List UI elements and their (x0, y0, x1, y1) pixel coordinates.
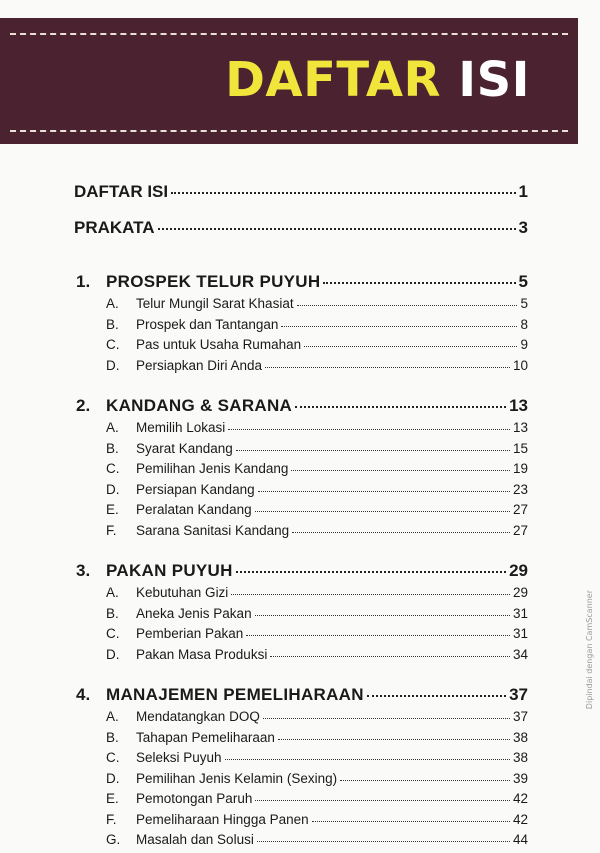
subentry-title: Masalah dan Solusi (136, 832, 254, 847)
subentry-letter: B. (106, 440, 119, 456)
chapter-number: 4. (76, 685, 91, 704)
subentry-letter: D. (106, 646, 120, 662)
dot-leader (246, 635, 510, 636)
subentry-title: Pakan Masa Produksi (136, 646, 268, 662)
dot-leader (297, 305, 518, 306)
subentry-title: Aneka Jenis Pakan (136, 605, 252, 621)
toc-entry-daftar-isi (74, 182, 528, 218)
subentry-title: Memilih Lokasi (136, 420, 226, 435)
chapter-title: KANDANG & SARANA (106, 396, 293, 415)
chapter-number: 1. (76, 272, 91, 291)
toc-subentry (74, 647, 528, 668)
dot-leader (291, 470, 510, 471)
dot-leader (258, 491, 510, 492)
chapter-section (74, 685, 528, 853)
subentry-title: Telur Mungil Sarat Khasiat (136, 296, 294, 311)
dot-leader (281, 326, 517, 327)
subentry-title: Pemilihan Jenis Kelamin (Sexing) (136, 770, 338, 786)
chapter-page: 13 (509, 396, 528, 415)
subentry-title: Peralatan Kandang (136, 502, 252, 517)
chapter-title: PROSPEK TELUR PUYUH (106, 272, 321, 291)
toc-subentry (74, 832, 528, 853)
toc-subentry (74, 771, 528, 792)
page-title (225, 52, 530, 108)
chapter-heading (74, 396, 528, 420)
subentry-letter: B. (106, 605, 119, 621)
toc-subentry (74, 441, 528, 462)
toc-subentry (74, 709, 528, 730)
subentry-page: 34 (512, 646, 528, 662)
dot-leader (323, 282, 515, 284)
subentry-letter: D. (106, 357, 120, 373)
subentry-page: 42 (512, 811, 528, 827)
dot-leader (257, 841, 510, 842)
subentry-page: 19 (512, 461, 528, 476)
subentry-letter: C. (106, 461, 120, 476)
dot-leader (255, 615, 510, 616)
subentry-title: Tahapan Pemeliharaan (136, 729, 275, 745)
subentry-page: 38 (512, 750, 528, 765)
toc-subentry (74, 482, 528, 503)
toc-subentry (74, 337, 528, 358)
dot-leader (304, 346, 517, 347)
subentry-letter: A. (106, 420, 119, 435)
subentry-letter: E. (106, 502, 119, 517)
subentry-page: 38 (512, 729, 528, 745)
chapter-list (74, 272, 528, 853)
subentry-letter: D. (106, 481, 120, 497)
subentry-page: 8 (520, 316, 528, 332)
subentry-page: 5 (520, 296, 528, 311)
subentry-letter: F. (106, 811, 117, 827)
toc-subentry (74, 358, 528, 379)
subentry-title: Sarana Sanitasi Kandang (136, 522, 290, 538)
subentry-page: 31 (512, 626, 528, 641)
dot-leader (263, 718, 510, 719)
toc-entry-prakata (74, 218, 528, 254)
subentry-letter: G. (106, 832, 121, 847)
subentry-letter: B. (106, 729, 119, 745)
chapter-section (74, 561, 528, 667)
toc-subentry (74, 296, 528, 317)
chapter-number: 3. (76, 561, 91, 580)
subentry-title: Syarat Kandang (136, 440, 233, 456)
subentry-letter: C. (106, 750, 120, 765)
toc-subentry (74, 606, 528, 627)
toc-entry-page: 1 (518, 182, 528, 201)
subentry-title: Mendatangkan DOQ (136, 709, 260, 724)
toc-subentry (74, 420, 528, 441)
subentry-letter: A. (106, 709, 119, 724)
chapter-section (74, 272, 528, 378)
dot-leader (255, 511, 510, 512)
toc-subentry (74, 730, 528, 751)
toc-subentry (74, 812, 528, 833)
subentry-page: 10 (512, 357, 528, 373)
banner-stitch-top (10, 33, 568, 35)
dot-leader (265, 367, 510, 368)
subentry-page: 9 (520, 337, 528, 352)
chapter-page: 37 (509, 685, 528, 704)
subentry-title: Seleksi Puyuh (136, 750, 222, 765)
dot-leader (236, 571, 506, 573)
subentry-title: Persiapan Kandang (136, 481, 255, 497)
page-title-word-2: ISI (458, 52, 530, 108)
chapter-title: MANAJEMEN PEMELIHARAAN (106, 685, 364, 704)
table-of-contents (74, 182, 528, 853)
toc-subentry (74, 585, 528, 606)
dot-leader (225, 759, 510, 760)
subentry-letter: D. (106, 770, 120, 786)
subentry-page: 29 (512, 585, 528, 600)
toc-subentry (74, 750, 528, 771)
subentry-page: 27 (512, 502, 528, 517)
toc-subentry (74, 791, 528, 812)
dot-leader (158, 228, 516, 230)
subentry-letter: E. (106, 791, 119, 806)
subentry-title: Persiapkan Diri Anda (136, 357, 263, 373)
subentry-page: 15 (512, 440, 528, 456)
subentry-letter: C. (106, 337, 120, 352)
subentry-title: Pemberian Pakan (136, 626, 244, 641)
chapter-page: 29 (509, 561, 528, 580)
dot-leader (231, 594, 510, 595)
subentry-letter: C. (106, 626, 120, 641)
toc-subentry (74, 626, 528, 647)
subentry-page: 44 (512, 832, 528, 847)
dot-leader (292, 532, 510, 533)
toc-subentry (74, 523, 528, 544)
subentry-title: Pemotongan Paruh (136, 791, 253, 806)
toc-subentry (74, 502, 528, 523)
subentry-page: 27 (512, 522, 528, 538)
chapter-heading (74, 685, 528, 709)
subentry-letter: F. (106, 522, 117, 538)
chapter-heading (74, 272, 528, 296)
subentry-letter: A. (106, 585, 119, 600)
subentry-title: Kebutuhan Gizi (136, 585, 229, 600)
subentry-page: 23 (512, 481, 528, 497)
chapter-heading (74, 561, 528, 585)
subentry-page: 31 (512, 605, 528, 621)
chapter-number: 2. (76, 396, 91, 415)
dot-leader (278, 739, 510, 740)
chapter-section (74, 396, 528, 543)
dot-leader (255, 800, 510, 801)
subentry-page: 37 (512, 709, 528, 724)
subentry-page: 39 (512, 770, 528, 786)
subentry-page: 42 (512, 791, 528, 806)
banner-stitch-bottom (10, 130, 568, 132)
subentry-title: Pemilihan Jenis Kandang (136, 461, 289, 476)
subentry-letter: A. (106, 296, 119, 311)
subentry-title: Prospek dan Tantangan (136, 316, 279, 332)
subentry-letter: B. (106, 316, 119, 332)
dot-leader (295, 406, 506, 408)
dot-leader (270, 656, 510, 657)
dot-leader (340, 780, 510, 781)
page-title-word-1: DAFTAR (225, 52, 441, 108)
toc-subentry (74, 317, 528, 338)
subentry-page: 13 (512, 420, 528, 435)
scanner-watermark: Dipindai dengan CamScanner (585, 590, 594, 710)
subentry-title: Pas untuk Usaha Rumahan (136, 337, 302, 352)
toc-entry-page: 3 (518, 218, 528, 237)
dot-leader (367, 695, 506, 697)
subentry-title: Pemeliharaan Hingga Panen (136, 811, 309, 827)
dot-leader (228, 429, 510, 430)
toc-subentry (74, 461, 528, 482)
dot-leader (171, 192, 515, 194)
chapter-title: PAKAN PUYUH (106, 561, 233, 580)
title-banner (0, 18, 578, 144)
toc-entry-label: DAFTAR ISI (74, 182, 169, 201)
chapter-page: 5 (518, 272, 528, 291)
dot-leader (236, 450, 510, 451)
dot-leader (312, 821, 510, 822)
toc-entry-label: PRAKATA (74, 218, 155, 237)
